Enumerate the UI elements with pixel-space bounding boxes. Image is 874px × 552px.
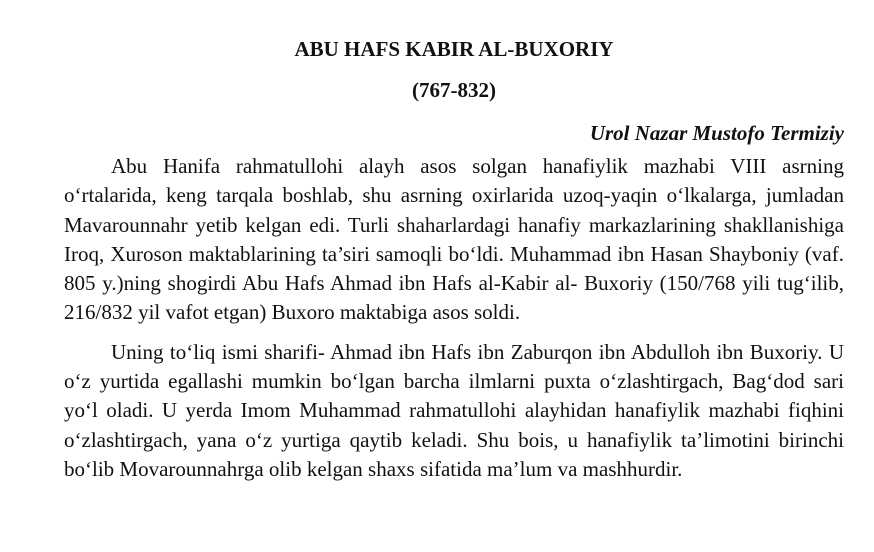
lifespan-dates: (767-832)	[412, 78, 496, 102]
document-title: ABU HAFS KABIR AL-BUXORIY	[294, 37, 614, 61]
author-name: Urol Nazar Mustofo Termiziy	[589, 121, 844, 145]
paragraph-1: Abu Hanifa rahmatullohi alayh asos solgan hanafiylik mazhabi VIII asrning o‘rtalarida, keng tarqala boshlab, shu asrning oxirlarida uzoq-yaqin o‘lkalarga, jumladan Mavarounnahr yetib kelgan edi. Turli shaharlardagi hanafiy markazlarining shakllanishiga Iroq, Xuroson maktablarining ta’siri samoqli bo‘ldi. Muhammad ibn Hasan Shayboniy (vaf. 805 y.)ning shogirdi Abu Hafs Ahmad ibn Hafs al-Kabir al- Buxoriy (150/768 yili tug‘ilib, 216/832 yil vafot etgan) Buxoro maktabiga asos soldi.	[64, 154, 844, 325]
paragraph-2: Uning to‘liq ismi sharifi- Ahmad ibn Hafs ibn Zaburqon ibn Abdulloh ibn Buxoriy. U o‘z yurtida egallashi mumkin bo‘lgan barcha ilmlarni puxta o‘zlashtirgach, Bag‘dod sari yo‘l oladi. U yerda Imom Muhammad rahmatullohi alayhidan hanafiylik mazhabi fiqhini o‘zlashtirgach, yana o‘z yurtiga qaytib keladi. Shu bois, u hanafiylik ta’limotini birinchi bo‘lib Movarounnahrga olib kelgan shaxs sifatida ma’lum va mashhurdir.	[64, 339, 844, 481]
document-page	[64, 30, 844, 484]
